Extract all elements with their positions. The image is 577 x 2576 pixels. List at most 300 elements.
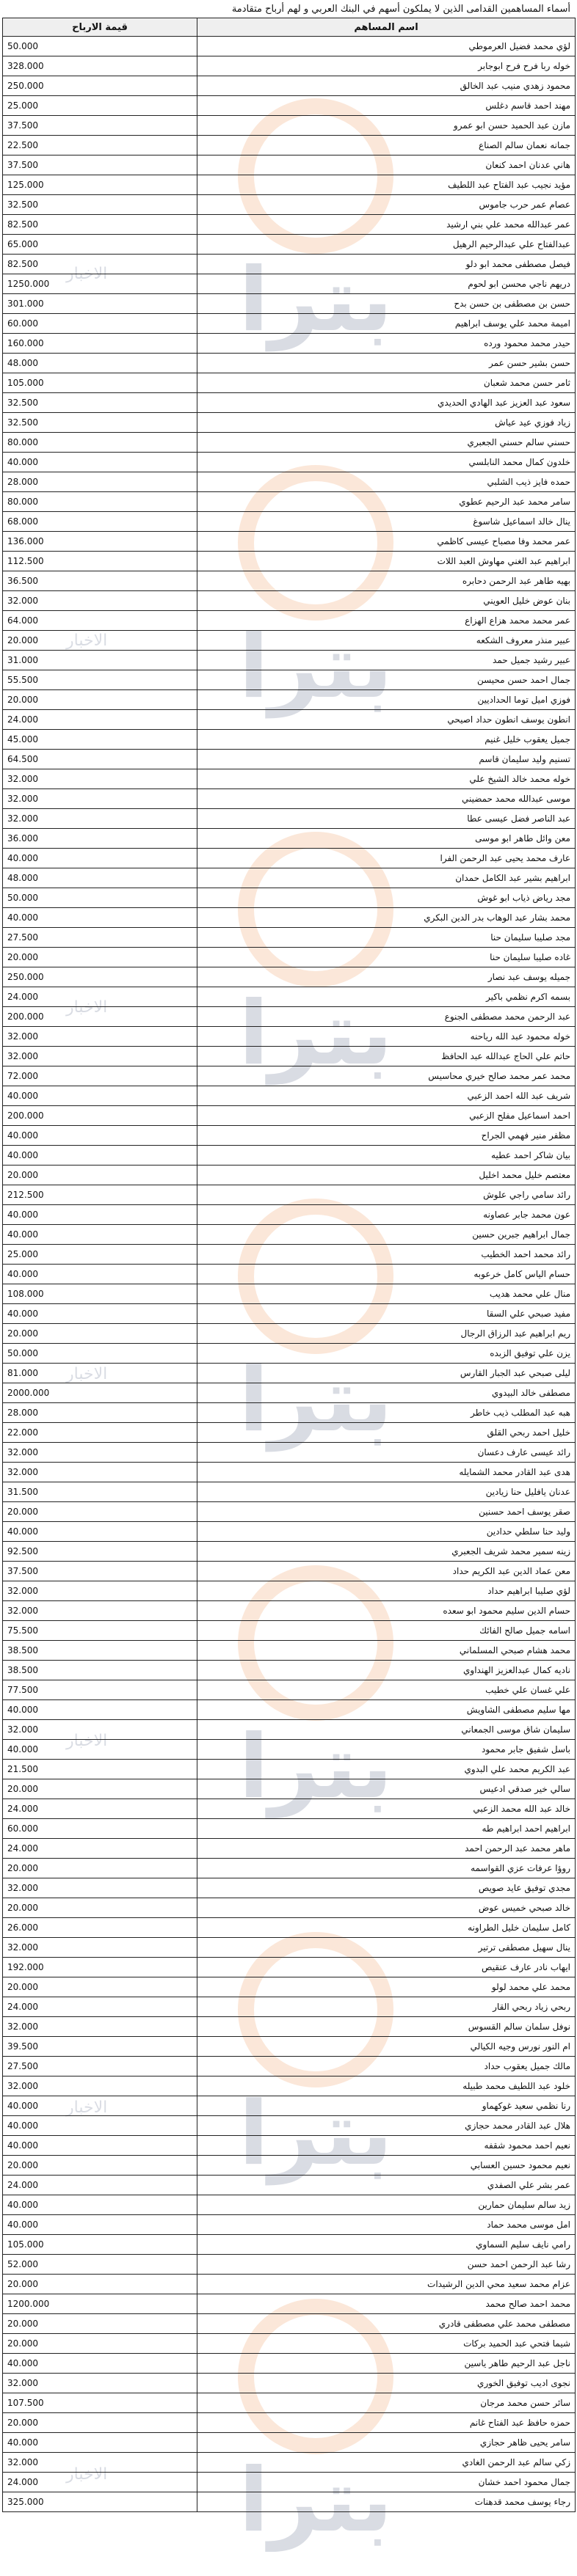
shareholder-name-cell: مجد صليبا سليمان حنا: [197, 928, 576, 948]
table-row: [3, 1423, 576, 1443]
profit-value-cell: 105.000: [3, 2235, 197, 2255]
profit-value-cell: 32.000: [3, 1938, 197, 1958]
shareholder-name-cell: رشا عبد الرحمن احمد حسن: [197, 2255, 576, 2275]
shareholder-name-cell: نعيم احمد محمود شقفه: [197, 2136, 576, 2156]
profit-value-cell: 1200.000: [3, 2294, 197, 2314]
shareholder-name-cell: حسام الياس كامل خرعوبه: [197, 1265, 576, 1284]
profit-value-cell: 1250.000: [3, 274, 197, 294]
watermark-sub: الاخبار: [66, 2465, 108, 2484]
shareholder-name-cell: بهيه طاهر عبد الرحمن دحابره: [197, 571, 576, 591]
profit-value-cell: 45.000: [3, 730, 197, 750]
profit-value-cell: 32.000: [3, 789, 197, 809]
shareholder-name-cell: ايهاب نادر عارف عنقيص: [197, 1958, 576, 1977]
profit-value-cell: 24.000: [3, 1799, 197, 1819]
profit-value-cell: 2000.000: [3, 1383, 197, 1403]
profit-value-cell: 40.000: [3, 1205, 197, 1225]
profit-value-cell: 40.000: [3, 849, 197, 868]
profit-value-cell: 80.000: [3, 492, 197, 512]
shareholder-name-cell: زيد سالم سليمان حمارين: [197, 2195, 576, 2215]
table-row: [3, 1482, 576, 1502]
table-row: [3, 453, 576, 472]
profit-value-cell: 32.000: [3, 2374, 197, 2393]
table-row: [3, 1522, 576, 1542]
table-row: [3, 1977, 576, 1997]
profit-value-cell: 75.500: [3, 1621, 197, 1641]
table-row: [3, 908, 576, 928]
column-header-name: اسم المساهم: [197, 18, 576, 37]
profit-value-cell: 112.500: [3, 552, 197, 571]
shareholder-name-cell: مازن عبد الحميد حسن ابو عمرو: [197, 116, 576, 136]
table-row: [3, 413, 576, 433]
table-row: [3, 2176, 576, 2195]
profit-value-cell: 328.000: [3, 56, 197, 76]
shareholder-name-cell: حاتم علي الحاج عبدالله عبد الحافظ: [197, 1047, 576, 1066]
table-row: [3, 1047, 576, 1066]
shareholder-name-cell: زكي سالم عبد الرحمن الغادي: [197, 2453, 576, 2473]
table-row: [3, 1661, 576, 1680]
profit-value-cell: 20.000: [3, 1859, 197, 1878]
table-row: [3, 1443, 576, 1463]
shareholder-name-cell: احمد اسماعيل مفلح الزعبي: [197, 1106, 576, 1126]
shareholder-name-cell: دريهم ناجي محسن ابو لحوم: [197, 274, 576, 294]
profit-value-cell: 72.000: [3, 1066, 197, 1086]
table-row: [3, 571, 576, 591]
table-row: [3, 1344, 576, 1364]
profit-value-cell: 38.500: [3, 1641, 197, 1661]
profit-value-cell: 28.000: [3, 1403, 197, 1423]
table-row: [3, 1601, 576, 1621]
profit-value-cell: 40.000: [3, 2116, 197, 2136]
profit-value-cell: 60.000: [3, 1819, 197, 1839]
profit-value-cell: 64.000: [3, 611, 197, 631]
shareholder-name-cell: جميله يوسف عبد نصار: [197, 967, 576, 987]
table-row: [3, 472, 576, 492]
profit-value-cell: 24.000: [3, 2473, 197, 2492]
shareholder-name-cell: هبه عبد المطلب ذيب خاطر: [197, 1403, 576, 1423]
shareholder-name-cell: معتصم خليل محمد اخليل: [197, 1166, 576, 1185]
watermark-brand: بترا: [239, 983, 393, 1085]
document: [2, 1, 575, 2512]
table-row: [3, 76, 576, 96]
profit-value-cell: 20.000: [3, 2413, 197, 2433]
shareholder-name-cell: عبير رشيد جميل حمد: [197, 651, 576, 670]
table-row: [3, 1027, 576, 1047]
shareholder-name-cell: رائد محمد احمد الخطيب: [197, 1245, 576, 1265]
profit-value-cell: 40.000: [3, 2433, 197, 2453]
profit-value-cell: 24.000: [3, 1839, 197, 1859]
profit-value-cell: 107.500: [3, 2393, 197, 2413]
watermark-sub: الاخبار: [66, 1732, 108, 1750]
profit-value-cell: 24.000: [3, 710, 197, 730]
table-row: [3, 2354, 576, 2374]
shareholder-name-cell: يزن علي توفيق الزبده: [197, 1344, 576, 1364]
profit-value-cell: 250.000: [3, 967, 197, 987]
shareholder-name-cell: هاني عدنان احمد كنعان: [197, 155, 576, 175]
shareholder-name-cell: ابراهيم احمد ابراهيم طه: [197, 1819, 576, 1839]
profit-value-cell: 160.000: [3, 334, 197, 354]
shareholder-name-cell: جمانه نعمان سالم الصناع: [197, 136, 576, 155]
shareholder-name-cell: جمال محمود احمد خشان: [197, 2473, 576, 2492]
profit-value-cell: 250.000: [3, 76, 197, 96]
shareholder-name-cell: رنا نظمي سعيد غوكهماو: [197, 2096, 576, 2116]
shareholder-name-cell: عبير منذر معروف الشكعه: [197, 631, 576, 651]
table-row: [3, 1007, 576, 1027]
shareholder-name-cell: هلال عبد القادر محمد حجازي: [197, 2116, 576, 2136]
profit-value-cell: 24.000: [3, 987, 197, 1007]
profit-value-cell: 32.500: [3, 393, 197, 413]
shareholder-name-cell: سامر محمد عبد الرحيم عطوي: [197, 492, 576, 512]
table-row: [3, 2156, 576, 2176]
shareholder-name-cell: بنان عوض خليل العويني: [197, 591, 576, 611]
shareholder-name-cell: محمد بشار عبد الوهاب بدر الدين البكري: [197, 908, 576, 928]
shareholder-name-cell: عمر محمد وفا مصباح عيسى كاظمي: [197, 532, 576, 552]
table-row: [3, 1997, 576, 2017]
table-row: [3, 888, 576, 908]
table-row: [3, 136, 576, 155]
table-row: [3, 492, 576, 512]
profit-value-cell: 32.000: [3, 1601, 197, 1621]
shareholder-name-cell: عمر عبدالله محمد علي بني ارشيد: [197, 215, 576, 235]
table-row: [3, 1463, 576, 1482]
table-row: [3, 215, 576, 235]
table-row: [3, 2096, 576, 2116]
profit-value-cell: 40.000: [3, 2354, 197, 2374]
table-row: [3, 2116, 576, 2136]
table-row: [3, 433, 576, 453]
table-row: [3, 1641, 576, 1661]
watermark-brand: بترا: [239, 616, 393, 718]
shareholder-name-cell: حسن بن مصطفى بن حسن بدح: [197, 294, 576, 314]
profit-value-cell: 37.500: [3, 155, 197, 175]
shareholder-name-cell: شيما فتحي عبد الحميد بركات: [197, 2334, 576, 2354]
profit-value-cell: 39.500: [3, 2037, 197, 2057]
shareholder-name-cell: عون محمد جابر عصاونه: [197, 1205, 576, 1225]
shareholder-name-cell: ليلى صبحي عبد الجبار القارس: [197, 1364, 576, 1383]
watermark-brand: بترا: [239, 249, 393, 351]
profit-value-cell: 32.000: [3, 809, 197, 829]
table-row: [3, 235, 576, 255]
table-row: [3, 2473, 576, 2492]
table-row: [3, 2235, 576, 2255]
profit-value-cell: 40.000: [3, 2215, 197, 2235]
profit-value-cell: 77.500: [3, 1680, 197, 1700]
profit-value-cell: 20.000: [3, 1898, 197, 1918]
table-header-row: [3, 18, 576, 37]
shareholder-name-cell: ربحي زياد ربحي القار: [197, 1997, 576, 2017]
profit-value-cell: 301.000: [3, 294, 197, 314]
profit-value-cell: 40.000: [3, 908, 197, 928]
profit-value-cell: 80.000: [3, 433, 197, 453]
shareholder-name-cell: محمد احمد صالح محمد: [197, 2294, 576, 2314]
shareholder-name-cell: مهند احمد قاسم دغلس: [197, 96, 576, 116]
shareholder-name-cell: شريف عبد الله احمد الزعبي: [197, 1086, 576, 1106]
table-row: [3, 2057, 576, 2076]
table-row: [3, 1086, 576, 1106]
profit-value-cell: 125.000: [3, 175, 197, 195]
profit-value-cell: 20.000: [3, 631, 197, 651]
profit-value-cell: 32.000: [3, 769, 197, 789]
shareholder-name-cell: هدى عبد القادر محمد الشمايله: [197, 1463, 576, 1482]
profit-value-cell: 192.000: [3, 1958, 197, 1977]
table-row: [3, 2334, 576, 2354]
shareholder-name-cell: مجدي توفيق عايد صويص: [197, 1878, 576, 1898]
table-row: [3, 2037, 576, 2057]
table-row: [3, 175, 576, 195]
shareholder-name-cell: نعيم محمود حسين العسابي: [197, 2156, 576, 2176]
shareholder-name-cell: ماهر محمد عبد الرحمن احمد: [197, 1839, 576, 1859]
shareholder-name-cell: مجد رياض ذياب ابو غوش: [197, 888, 576, 908]
table-row: [3, 1284, 576, 1304]
table-row: [3, 155, 576, 175]
profit-value-cell: 136.000: [3, 532, 197, 552]
shareholder-name-cell: رجاء يوسف محمد قدهنات: [197, 2492, 576, 2512]
table-row: [3, 809, 576, 829]
profit-value-cell: 22.000: [3, 1423, 197, 1443]
shareholder-name-cell: حيدر محمد محمود ورده: [197, 334, 576, 354]
profit-value-cell: 37.500: [3, 1562, 197, 1581]
profit-value-cell: 65.000: [3, 235, 197, 255]
table-row: [3, 1383, 576, 1403]
profit-value-cell: 40.000: [3, 2136, 197, 2156]
profit-value-cell: 36.500: [3, 571, 197, 591]
table-row: [3, 2453, 576, 2473]
shareholder-name-cell: ينال خالد اسماعيل شاسوغ: [197, 512, 576, 532]
table-row: [3, 1185, 576, 1205]
shareholder-name-cell: غاده صليبا سليمان حنا: [197, 948, 576, 967]
profit-value-cell: 20.000: [3, 690, 197, 710]
profit-value-cell: 28.000: [3, 472, 197, 492]
watermark-sub: الاخبار: [66, 632, 108, 650]
table-row: [3, 1958, 576, 1977]
table-row: [3, 1304, 576, 1324]
table-row: [3, 37, 576, 56]
shareholder-name-cell: خوله محمد خالد الشيخ علي: [197, 769, 576, 789]
shareholder-name-cell: ابراهيم بشير عبد الكامل حمدان: [197, 868, 576, 888]
shareholder-name-cell: جمال ابراهيم جبرين حسين: [197, 1225, 576, 1245]
shareholder-name-cell: منال علي محمد هديب: [197, 1284, 576, 1304]
shareholder-name-cell: حسني سالم حسني الجعبري: [197, 433, 576, 453]
table-row: [3, 1779, 576, 1799]
table-row: [3, 2195, 576, 2215]
profit-value-cell: 32.500: [3, 413, 197, 433]
table-row: [3, 1502, 576, 1522]
table-row: [3, 1760, 576, 1779]
profit-value-cell: 20.000: [3, 2334, 197, 2354]
profit-value-cell: 40.000: [3, 1146, 197, 1166]
table-row: [3, 1878, 576, 1898]
shareholder-name-cell: خالد عبد الله محمد الزعبي: [197, 1799, 576, 1819]
table-row: [3, 1839, 576, 1859]
watermark-sub: الاخبار: [66, 265, 108, 283]
profit-value-cell: 27.500: [3, 928, 197, 948]
shareholder-name-cell: جميل يعقوب خليل غنيم: [197, 730, 576, 750]
table-row: [3, 314, 576, 334]
table-row: [3, 255, 576, 274]
shareholder-name-cell: خليل احمد ربحي القلق: [197, 1423, 576, 1443]
profit-value-cell: 25.000: [3, 1245, 197, 1265]
watermark-brand: بترا: [239, 1716, 393, 1818]
table-row: [3, 96, 576, 116]
table-row: [3, 1898, 576, 1918]
table-row: [3, 1819, 576, 1839]
table-row: [3, 2255, 576, 2275]
profit-value-cell: 32.000: [3, 1463, 197, 1482]
shareholder-name-cell: اميمة محمد علي يوسف ابراهيم: [197, 314, 576, 334]
profit-value-cell: 40.000: [3, 2096, 197, 2116]
shareholder-name-cell: محمود زهدي منيب عبد الخالق: [197, 76, 576, 96]
table-row: [3, 1859, 576, 1878]
table-row: [3, 1403, 576, 1423]
table-row: [3, 651, 576, 670]
table-row: [3, 2076, 576, 2096]
profit-value-cell: 32.000: [3, 1878, 197, 1898]
shareholder-name-cell: لؤي محمد فضيل العرموطي: [197, 37, 576, 56]
profit-value-cell: 21.500: [3, 1760, 197, 1779]
profit-value-cell: 40.000: [3, 1265, 197, 1284]
watermark-sub: الاخبار: [66, 2099, 108, 2117]
profit-value-cell: 32.000: [3, 2017, 197, 2037]
shareholder-name-cell: خالد صبحي خميس عوض: [197, 1898, 576, 1918]
profit-value-cell: 40.000: [3, 453, 197, 472]
shareholder-name-cell: علي غسان علي خطيب: [197, 1680, 576, 1700]
table-row: [3, 1146, 576, 1166]
table-row: [3, 690, 576, 710]
profit-value-cell: 108.000: [3, 1284, 197, 1304]
table-row: [3, 611, 576, 631]
profit-value-cell: 50.000: [3, 1344, 197, 1364]
profit-value-cell: 31.500: [3, 1482, 197, 1502]
watermark-sub: الاخبار: [66, 1365, 108, 1383]
shareholder-name-cell: عبد الناصر فضل عيسى عطا: [197, 809, 576, 829]
table-row: [3, 195, 576, 215]
profit-value-cell: 20.000: [3, 1977, 197, 1997]
shareholder-name-cell: روؤا عرفات عزي القواسمه: [197, 1859, 576, 1878]
table-row: [3, 928, 576, 948]
profit-value-cell: 212.500: [3, 1185, 197, 1205]
table-row: [3, 2492, 576, 2512]
profit-value-cell: 32.000: [3, 1047, 197, 1066]
profit-value-cell: 20.000: [3, 1779, 197, 1799]
profit-value-cell: 200.000: [3, 1106, 197, 1126]
table-row: [3, 1680, 576, 1700]
shareholder-name-cell: ابراهيم عبد الغني مهاوش العبد اللات: [197, 552, 576, 571]
shareholder-name-cell: ناجل عبد الرحيم طاهر ياسين: [197, 2354, 576, 2374]
shareholder-name-cell: خوله محمود عبد الله رياحنه: [197, 1027, 576, 1047]
table-row: [3, 532, 576, 552]
table-row: [3, 2374, 576, 2393]
table-row: [3, 2275, 576, 2294]
table-row: [3, 730, 576, 750]
profit-value-cell: 64.500: [3, 750, 197, 769]
shareholder-name-cell: ام النور نورس وجيه الكيالي: [197, 2037, 576, 2057]
table-row: [3, 552, 576, 571]
shareholder-name-cell: سائر حسن محمد مرجان: [197, 2393, 576, 2413]
shareholder-name-cell: زينه سمير محمد شريف الجعبري: [197, 1542, 576, 1562]
shareholder-name-cell: ريم ابراهيم عبد الرزاق الرجال: [197, 1324, 576, 1344]
shareholder-name-cell: معن وائل طاهر ابو موسى: [197, 829, 576, 849]
table-row: [3, 1166, 576, 1185]
table-row: [3, 1740, 576, 1760]
table-row: [3, 710, 576, 730]
table-row: [3, 2294, 576, 2314]
table-row: [3, 2215, 576, 2235]
shareholder-name-cell: ناديه كمال عبدالعزيز الهنداوي: [197, 1661, 576, 1680]
table-row: [3, 670, 576, 690]
shareholder-name-cell: كامل سليمان خليل الطراونه: [197, 1918, 576, 1938]
shareholder-name-cell: زياد فوزي عيد عياش: [197, 413, 576, 433]
shareholder-name-cell: ثامر حسن محمد شعبان: [197, 373, 576, 393]
table-row: [3, 1562, 576, 1581]
shareholder-name-cell: سليمان شاق موسى الجمعاني: [197, 1720, 576, 1740]
table-row: [3, 2393, 576, 2413]
shareholder-name-cell: نجوى اديب توفيق الخوري: [197, 2374, 576, 2393]
profit-value-cell: 20.000: [3, 1166, 197, 1185]
profit-value-cell: 60.000: [3, 314, 197, 334]
table-row: [3, 1700, 576, 1720]
shareholder-name-cell: نوفل سلمان سالم القسوس: [197, 2017, 576, 2037]
watermark-brand: بترا: [239, 1350, 393, 1452]
profit-value-cell: 50.000: [3, 37, 197, 56]
table-row: [3, 987, 576, 1007]
table-row: [3, 1126, 576, 1146]
shareholder-name-cell: مصطفى خالد البيدوي: [197, 1383, 576, 1403]
table-row: [3, 2433, 576, 2453]
profit-value-cell: 20.000: [3, 2156, 197, 2176]
table-row: [3, 1918, 576, 1938]
table-row: [3, 1245, 576, 1265]
shareholder-name-cell: اسامه جميل صالح الفائك: [197, 1621, 576, 1641]
profit-value-cell: 38.500: [3, 1661, 197, 1680]
profit-value-cell: 52.000: [3, 2255, 197, 2275]
shareholder-name-cell: حمزه حافظ عبد الفتاح غانم: [197, 2413, 576, 2433]
profit-value-cell: 32.500: [3, 195, 197, 215]
shareholder-name-cell: مفيد صبحي علي السقا: [197, 1304, 576, 1324]
profit-value-cell: 40.000: [3, 1086, 197, 1106]
table-row: [3, 2017, 576, 2037]
profit-value-cell: 20.000: [3, 1502, 197, 1522]
profit-value-cell: 40.000: [3, 1225, 197, 1245]
shareholder-name-cell: خوله ربا فرح فرح ابوجابر: [197, 56, 576, 76]
table-row: [3, 354, 576, 373]
table-row: [3, 294, 576, 314]
shareholder-name-cell: عبد الكريم محمد علي البدوي: [197, 1760, 576, 1779]
table-row: [3, 1581, 576, 1601]
profit-value-cell: 81.000: [3, 1364, 197, 1383]
column-header-value: قيمة الارباح: [3, 18, 197, 37]
table-row: [3, 1205, 576, 1225]
table-row: [3, 631, 576, 651]
profit-value-cell: 50.000: [3, 888, 197, 908]
profit-value-cell: 40.000: [3, 1522, 197, 1542]
shareholder-name-cell: حسام الدين سليم محمود ابو سعده: [197, 1601, 576, 1621]
document-title: أسماء المساهمين القدامى الذين لا يملكون أسهم في البنك العربي و لهم أرباح متقادمة: [231, 4, 570, 15]
shareholder-name-cell: جمال احمد حسن محيسن: [197, 670, 576, 690]
shareholder-name-cell: محمد هشام صبحي المسلماني: [197, 1641, 576, 1661]
shareholder-name-cell: محمد عمر محمد صالح خيري محاسيس: [197, 1066, 576, 1086]
shareholder-name-cell: عبد الرحمن محمد مصطفى الجنوع: [197, 1007, 576, 1027]
shareholder-name-cell: وليد حنا سلطي حدادين: [197, 1522, 576, 1542]
profit-value-cell: 20.000: [3, 2314, 197, 2334]
table-row: [3, 750, 576, 769]
shareholder-name-cell: محمد علي محمد لولو: [197, 1977, 576, 1997]
watermark-sub: الاخبار: [66, 998, 108, 1017]
shareholder-name-cell: معن عماد الدين عبد الكريم حداد: [197, 1562, 576, 1581]
profit-value-cell: 40.000: [3, 1304, 197, 1324]
shareholder-name-cell: رامي نايف سليم السماوي: [197, 2235, 576, 2255]
table-row: [3, 373, 576, 393]
shareholder-name-cell: عبدالفتاح علي عبدالرحيم الرهيل: [197, 235, 576, 255]
shareholder-name-cell: عمر محمد محمد هزاع الهزاع: [197, 611, 576, 631]
